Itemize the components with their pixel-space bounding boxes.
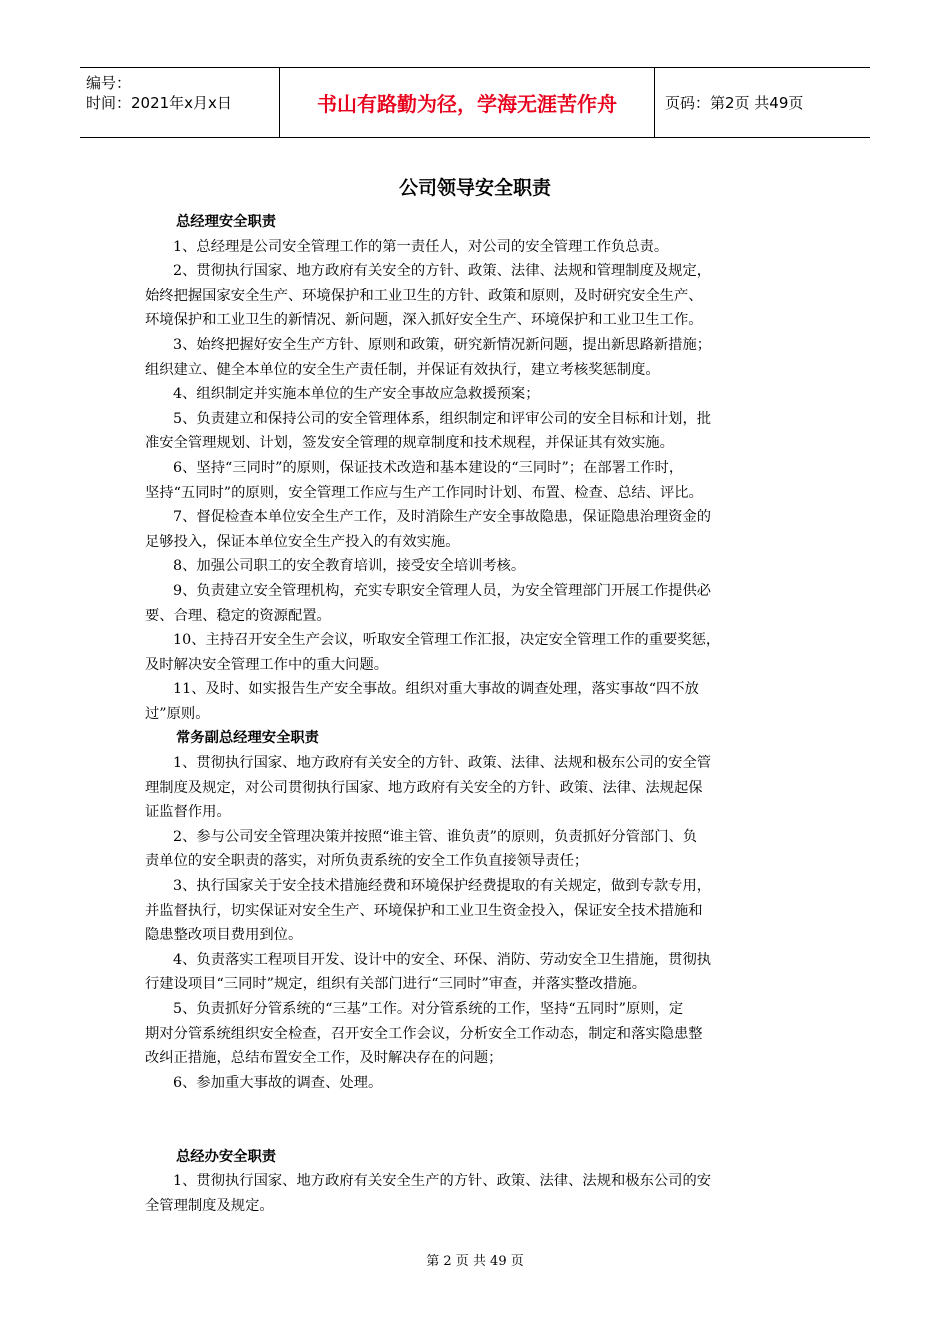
paragraph-line: 4、负责落实工程项目开发、设计中的安全、环保、消防、劳动安全卫生措施，贯彻执 <box>173 951 712 968</box>
paragraph-line: 全管理制度及规定。 <box>145 1197 274 1214</box>
paragraph-line: 改纠正措施，总结布置安全工作，及时解决存在的问题； <box>145 1050 503 1067</box>
page-footer: 第 2 页 共 49 页 <box>426 1254 524 1269</box>
paragraph-line: 2、参与公司安全管理决策并按照“谁主管、谁负责”的原则，负责抓好分管部门、负 <box>173 828 698 845</box>
paragraph-line: 9、负责建立安全管理机构，充实专职安全管理人员，为安全管理部门开展工作提供必 <box>173 582 712 599</box>
paragraph-line: 证监督作用。 <box>145 804 231 821</box>
paragraph-line: 2、贯彻执行国家、地方政府有关安全的方针、政策、法律、法规和管理制度及规定， <box>173 263 712 280</box>
paragraph-line: 1、贯彻执行国家、地方政府有关安全生产的方针、政策、法律、法规和极东公司的安 <box>173 1173 712 1190</box>
paragraph-line: 1、贯彻执行国家、地方政府有关安全的方针、政策、法律、法规和极东公司的安全管 <box>173 755 712 772</box>
date-label: 时间：2021年x月x日 <box>86 94 232 112</box>
paragraph-line: 6、参加重大事故的调查、处理。 <box>173 1074 383 1091</box>
section-heading: 总经办安全职责 <box>176 1148 277 1165</box>
paragraph-line: 始终把握国家安全生产、环境保护和工业卫生的方针、政策和原则，及时研究安全生产、 <box>145 287 703 304</box>
paragraph-line: 3、始终把握好安全生产方针、原则和政策，研究新情况新问题，提出新思路新措施； <box>173 336 712 353</box>
paragraph-line: 4、组织制定并实施本单位的生产安全事故应急救援预案； <box>173 386 540 403</box>
paragraph-line: 行建设项目“三同时”规定，组织有关部门进行“三同时”审查，并落实整改措施。 <box>145 976 647 993</box>
paragraph-line: 准安全管理规划、计划，签发安全管理的规章制度和技术规程，并保证其有效实施。 <box>145 435 674 452</box>
paragraph-line: 及时解决安全管理工作中的重大问题。 <box>145 656 389 673</box>
paragraph-line: 足够投入，保证本单位安全生产投入的有效实施。 <box>145 533 460 550</box>
paragraph-line: 期对分管系统组织安全检查，召开安全工作会议，分析安全工作动态，制定和落实隐患整 <box>145 1025 703 1042</box>
paragraph-line: 坚持“五同时”的原则，安全管理工作应与生产工作同时计划、布置、检查、总结、评比。 <box>145 484 703 501</box>
paragraph-line: 11、及时、如实报告生产安全事故。组织对重大事故的调查处理，落实事故“四不放 <box>173 681 699 698</box>
header-page-info: 页码：第2页 共49页 <box>665 94 804 112</box>
paragraph-line: 要、合理、稳定的资源配置。 <box>145 607 331 624</box>
paragraph-line: 环境保护和工业卫生的新情况、新问题，深入抓好安全生产、环境保护和工业卫生工作。 <box>145 312 703 329</box>
section-heading: 常务副总经理安全职责 <box>176 730 319 747</box>
paragraph-line: 1、总经理是公司安全管理工作的第一责任人，对公司的安全管理工作负总责。 <box>173 238 669 255</box>
document-body <box>145 210 805 1218</box>
blank-line <box>145 1120 805 1145</box>
header-meta <box>80 68 280 137</box>
paragraph-line: 责单位的安全职责的落实，对所负责系统的安全工作负直接领导责任； <box>145 853 589 870</box>
paragraph-line: 5、负责抓好分管系统的“三基”工作。对分管系统的工作，坚持“五同时”原则，定 <box>173 1001 684 1017</box>
paragraph-line: 隐患整改项目费用到位。 <box>145 927 303 944</box>
paragraph-line: 10、主持召开安全生产会议，听取安全管理工作汇报，决定安全管理工作的重要奖惩， <box>173 632 721 649</box>
paragraph-line: 过”原则。 <box>145 705 210 722</box>
header-motto: 书山有路勤为径，学海无涯苦作舟 <box>280 68 655 137</box>
section-heading: 总经理安全职责 <box>176 214 277 230</box>
header-table <box>80 67 870 138</box>
document-title: 公司领导安全职责 <box>398 177 551 199</box>
paragraph-line: 3、执行国家关于安全技术措施经费和环境保护经费提取的有关规定，做到专款专用， <box>173 878 712 895</box>
number-label: 编号： <box>86 74 132 92</box>
paragraph-line: 理制度及规定，对公司贯彻执行国家、地方政府有关安全的方针、政策、法律、法规起保 <box>145 779 703 796</box>
paragraph-line: 组织建立、健全本单位的安全生产责任制，并保证有效执行，建立考核奖惩制度。 <box>145 361 660 378</box>
paragraph-line: 6、坚持“三同时”的原则，保证技术改造和基本建设的“三同时”；在部署工作时， <box>173 459 684 476</box>
paragraph-line: 5、负责建立和保持公司的安全管理体系，组织制定和评审公司的安全目标和计划，批 <box>173 410 712 427</box>
blank-line <box>145 1095 805 1120</box>
paragraph-line: 7、督促检查本单位安全生产工作，及时消除生产安全事故隐患，保证隐患治理资金的 <box>173 509 712 526</box>
paragraph-line: 8、加强公司职工的安全教育培训，接受安全培训考核。 <box>173 558 526 575</box>
paragraph-line: 并监督执行，切实保证对安全生产、环境保护和工业卫生资金投入，保证安全技术措施和 <box>145 902 703 919</box>
